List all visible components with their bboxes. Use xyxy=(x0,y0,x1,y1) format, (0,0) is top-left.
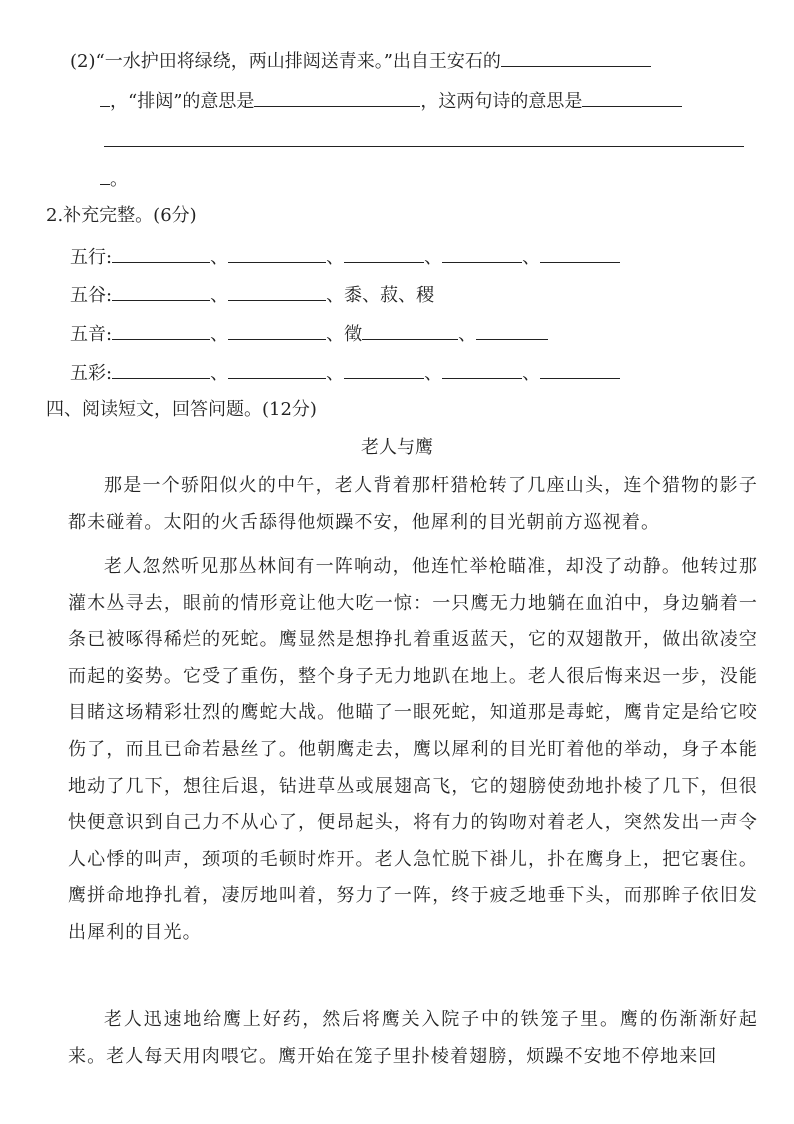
q2-tail: ，这两句诗的意思是 xyxy=(420,91,583,112)
known-items: 徵 xyxy=(344,324,363,345)
q2-line4 xyxy=(100,166,128,192)
q2-line1 xyxy=(70,48,651,74)
blank-2[interactable] xyxy=(228,321,326,340)
blank-3[interactable] xyxy=(344,244,424,263)
answer-blank-meaning-line[interactable] xyxy=(104,146,744,147)
row-label: 五谷: xyxy=(70,285,113,306)
blank-1[interactable] xyxy=(112,360,210,379)
blank-4[interactable] xyxy=(442,360,522,379)
story-paragraph-3: 老人迅速地给鹰上好药，然后将鹰关入院子中的铁笼子里。鹰的伤渐渐好起来。老人每天用肉喂它。鹰开始在笼子里扑棱着翅膀，烦躁不安地不停地来回 xyxy=(68,1009,758,1067)
q2-mid: ，“排闼”的意思是 xyxy=(110,91,255,112)
answer-blank-source[interactable] xyxy=(501,48,651,67)
blank-2[interactable] xyxy=(228,360,326,379)
blank-3[interactable] xyxy=(362,321,458,340)
q2-prefix: (2)“一水护田将绿绕，两山排闼送青来。”出自王安石的 xyxy=(70,51,501,72)
blank-4[interactable] xyxy=(476,321,548,340)
blank-1[interactable] xyxy=(112,321,210,340)
row-wuyin: 五音: 、 、徵 、 xyxy=(70,321,548,347)
row-label: 五行: xyxy=(70,247,113,268)
answer-blank-source-cont[interactable] xyxy=(100,88,110,107)
blank-4[interactable] xyxy=(442,244,522,263)
answer-blank-meaning[interactable] xyxy=(582,88,682,107)
blank-3[interactable] xyxy=(344,360,424,379)
section2-heading: 2.补充完整。(6分) xyxy=(46,205,197,226)
row-wucai: 五彩: 、 、 、 、 xyxy=(70,360,620,386)
story-paragraph-1: 那是一个骄阳似火的中午，老人背着那杆猎枪转了几座山头，连个猎物的影子都未碰着。太阳的火舌舔得他烦躁不安，他犀利的目光朝前方巡视着。 xyxy=(68,475,758,533)
row-wuxing: 五行: 、 、 、 、 xyxy=(70,244,620,270)
blank-5[interactable] xyxy=(540,244,620,263)
blank-1[interactable] xyxy=(112,282,210,301)
blank-5[interactable] xyxy=(540,360,620,379)
story-paragraph-2: 老人忽然听见那丛林间有一阵响动，他连忙举枪瞄准，却没了动静。他转过那灌木丛寻去，眼前的情形竟让他大吃一惊：一只鹰无力地躺在血泊中，身边躺着一条已被啄得稀烂的死蛇。鹰显然是想挣扎着重返蓝天，它的双翅散开，做出欲凌空而起的姿势。它受了重伤，整个身子无力地趴在地上。老人很后悔来迟一步，没能目睹这场精彩壮烈的鹰蛇大战。他瞄了一眼死蛇，知道那是毒蛇，鹰肯定是给它咬伤了，而且已命若悬丝了。他朝鹰走去，鹰以犀利的目光盯着他的举动，身子本能地动了几下，想往后退，钻进草丛或展翅高飞，它的翅膀使劲地扑棱了几下，但很快便意识到自己力不从心了，便昂起头，将有力的钩吻对着老人，突然发出一声令人心悸的叫声，颈项的毛顿时炸开。老人急忙脱下褂儿，扑在鹰身上，把它裹住。鹰拼命地挣扎着，凄厉地叫着，努力了一阵，终于疲乏地垂下头，而那眸子依旧发出犀利的目光。 xyxy=(68,556,758,943)
q2-end-mark: 。 xyxy=(110,169,128,190)
row-wugu: 五谷: 、 、黍、菽、稷 xyxy=(70,282,434,308)
known-items: 黍、菽、稷 xyxy=(344,285,435,306)
story-title: 老人与鹰 xyxy=(361,437,433,458)
row-label: 五音: xyxy=(70,324,113,345)
blank-2[interactable] xyxy=(228,244,326,263)
blank-2[interactable] xyxy=(228,282,326,301)
answer-blank-paita[interactable] xyxy=(254,88,420,107)
section4-heading: 四、阅读短文，回答问题。(12分) xyxy=(46,399,317,420)
answer-blank-meaning-end[interactable] xyxy=(100,166,110,185)
q2-line2 xyxy=(100,88,682,114)
row-label: 五彩: xyxy=(70,363,113,384)
blank-1[interactable] xyxy=(112,244,210,263)
